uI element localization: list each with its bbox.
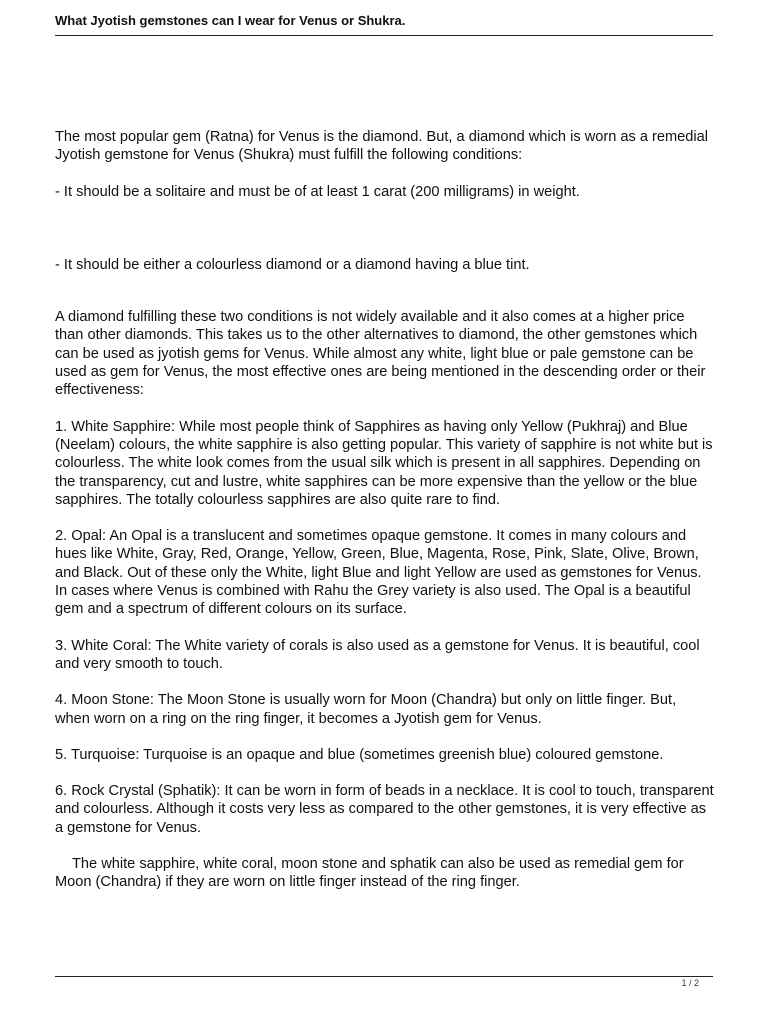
page-number: 1 / 2 [681,978,699,988]
closing-paragraph: The white sapphire, white coral, moon stone and sphatik can also be used as remedial gem for Moon (Chandra) if they are worn on little finger instead of the ring finger. [55,856,684,891]
document-body [55,128,715,892]
alternatives-paragraph: A diamond fulfilling these two conditions is not widely available and it also comes at a higher price than other diamonds. This takes us to the other alternatives to diamond, the other gemstones which can be used as jyotish gems for Venus. While almost any white, light blue or pale gemstone can be used as gem for Venus, the most effective ones are being mentioned in the descending order or their effectiveness: [55,309,706,399]
condition-paragraph: - It should be either a colourless diamond or a diamond having a blue tint. [55,256,530,273]
page-footer [55,976,713,988]
page-header [55,13,713,36]
list-item: 3. White Coral: The White variety of corals is also used as a gemstone for Venus. It is beautiful, cool and very smooth to touch. [55,637,700,672]
list-item: 2. Opal: An Opal is a translucent and sometimes opaque gemstone. It comes in many colours and hues like White, Gray, Red, Orange, Yellow, Green, Blue, Magenta, Rose, Pink, Slate, Olive, Brown, and Black. Out of these only the White, light Blue and light Yellow are used as gemstones for Venus. In cases where Venus is combined with Rahu the Grey variety is also used. The Opal is a beautiful gem and a spectrum of different colours on its surface. [55,528,702,618]
list-item: 6. Rock Crystal (Sphatik): It can be worn in form of beads in a necklace. It is cool to touch, transparent and colourless. Although it costs very less as compared to the other gemstones, it is very effective as a gemstone for Venus. [55,783,714,836]
list-item: 4. Moon Stone: The Moon Stone is usually worn for Moon (Chandra) but only on little finger. But, when worn on a ring on the ring finger, it becomes a Jyotish gem for Venus. [55,692,677,727]
list-item: 5. Turquoise: Turquoise is an opaque and blue (sometimes greenish blue) coloured gemstone. [55,746,664,763]
intro-paragraph: The most popular gem (Ratna) for Venus is the diamond. But, a diamond which is worn as a remedial Jyotish gemstone for Venus (Shukra) must fulfill the following conditions: [55,129,708,164]
list-item: 1. White Sapphire: While most people think of Sapphires as having only Yellow (Pukhraj) and Blue (Neelam) colours, the white sapphire is also getting popular. This variety of sapphire is not white but is colourless. The white look comes from the usual silk which is present in all sapphires. Depending on the transparency, cut and lustre, white sapphires can be more expensive than the yellow or the blue sapphires. The totally colourless sapphires are also quite rare to find. [55,418,713,508]
condition-paragraph: - It should be a solitaire and must be of at least 1 carat (200 milligrams) in weight. [55,183,580,200]
document-title: What Jyotish gemstones can I wear for Venus or Shukra. [55,13,406,28]
